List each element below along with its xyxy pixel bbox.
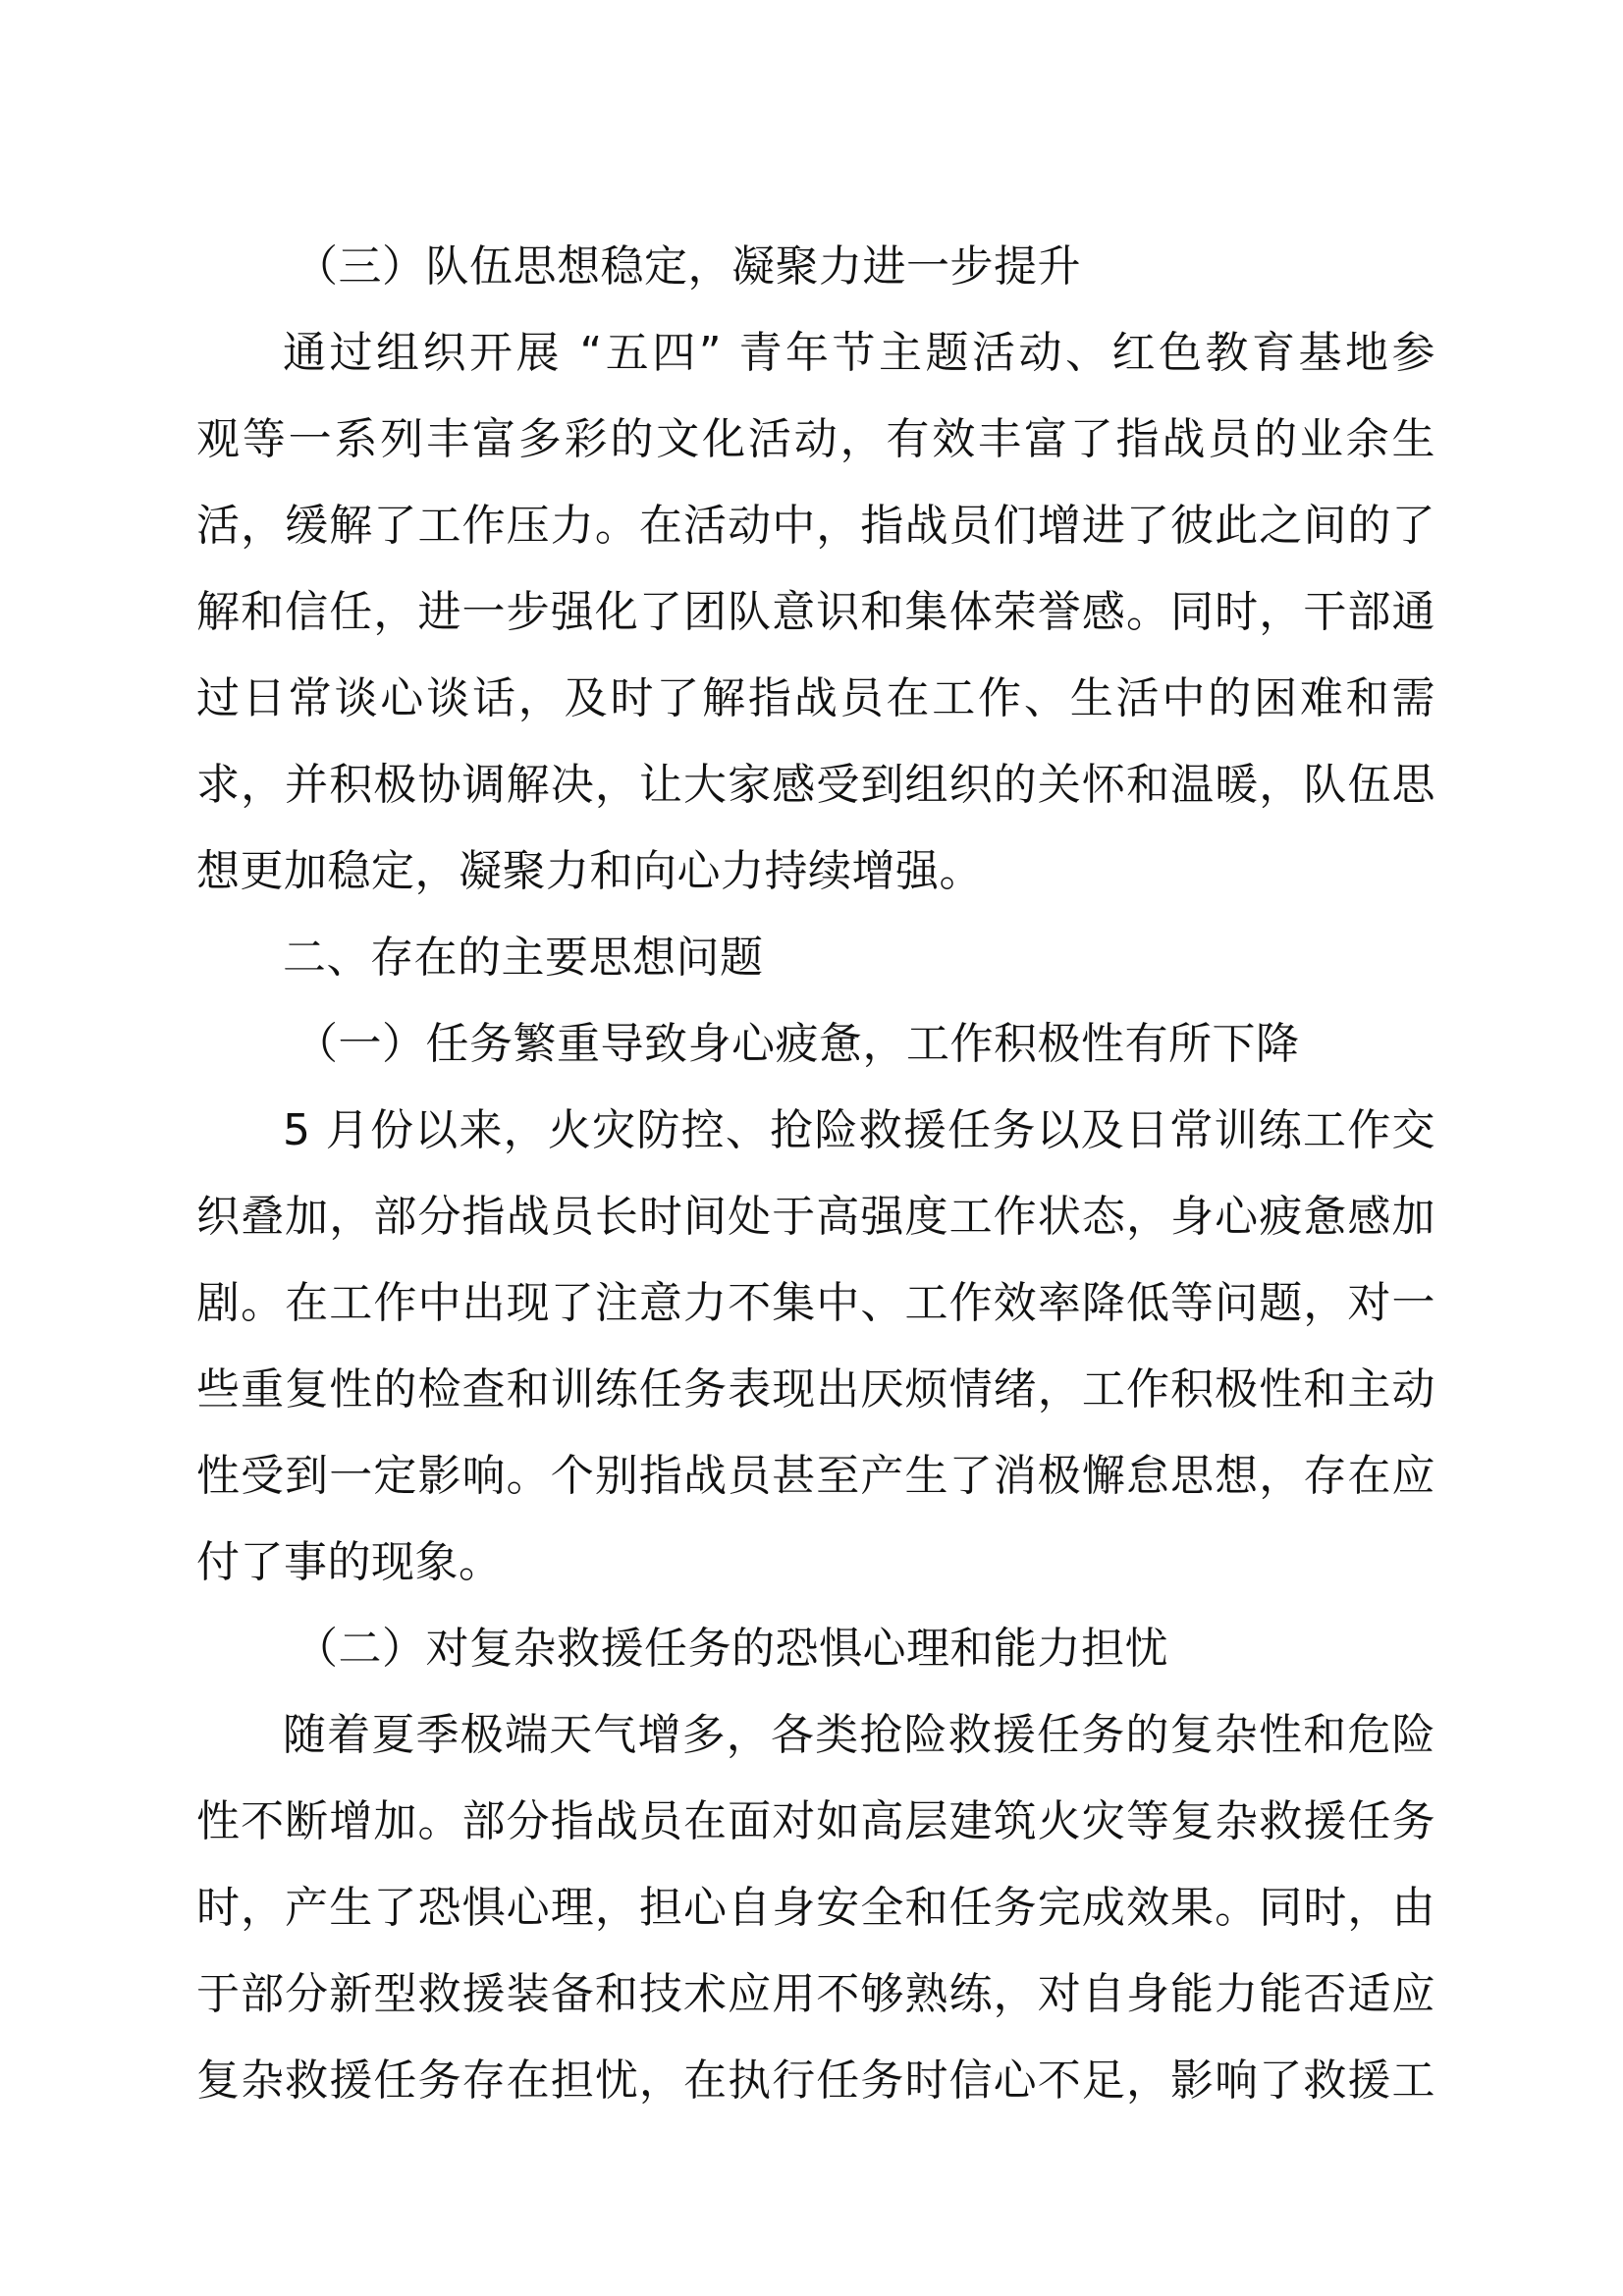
subheading-3: （三）队伍思想稳定，凝聚力进一步提升	[295, 241, 1081, 292]
paragraph-line: 求，并积极协调解决，让大家感受到组织的关怀和温暖，队伍思	[196, 760, 1435, 810]
paragraph-line: 过日常谈心谈话，及时了解指战员在工作、生活中的困难和需	[196, 673, 1435, 723]
subheading-2: （二）对复杂救援任务的恐惧心理和能力担忧	[295, 1624, 1168, 1674]
paragraph-line: 解和信任，进一步强化了团队意识和集体荣誉感。同时，干部通	[196, 587, 1435, 637]
paragraph-line: 些重复性的检查和训练任务表现出厌烦情绪，工作积极性和主动	[196, 1364, 1435, 1415]
paragraph-line: 复杂救援任务存在担忧，在执行任务时信心不足，影响了救援工	[196, 2056, 1435, 2106]
paragraph-line: 想更加稳定，凝聚力和向心力持续增强。	[196, 846, 983, 896]
paragraph-line: 时，产生了恐惧心理，担心自身安全和任务完成效果。同时，由	[196, 1883, 1435, 1933]
document-body	[196, 224, 1435, 2124]
paragraph-line: 观等一系列丰富多彩的文化活动，有效丰富了指战员的业余生	[196, 414, 1435, 464]
section-heading-2: 二、存在的主要思想问题	[283, 933, 764, 983]
paragraph-line: 付了事的现象。	[196, 1537, 503, 1587]
paragraph-line: 随着夏季极端天气增多，各类抢险救援任务的复杂性和危险	[283, 1710, 1435, 1760]
paragraph-line: 5 月份以来，火灾防控、抢险救援任务以及日常训练工作交	[283, 1105, 1435, 1155]
paragraph-line: 性受到一定影响。个别指战员甚至产生了消极懈怠思想，存在应	[196, 1451, 1435, 1501]
subheading-1: （一）任务繁重导致身心疲惫，工作积极性有所下降	[295, 1019, 1300, 1069]
paragraph-line: 性不断增加。部分指战员在面对如高层建筑火灾等复杂救援任务	[196, 1796, 1435, 1846]
paragraph-line: 织叠加，部分指战员长时间处于高强度工作状态，身心疲惫感加	[196, 1192, 1435, 1242]
paragraph-line: 通过组织开展 “五四” 青年节主题活动、红色教育基地参	[283, 328, 1435, 378]
paragraph-line: 活，缓解了工作压力。在活动中，指战员们增进了彼此之间的了	[196, 501, 1435, 551]
paragraph-line: 剧。在工作中出现了注意力不集中、工作效率降低等问题，对一	[196, 1278, 1435, 1328]
paragraph-line: 于部分新型救援装备和技术应用不够熟练，对自身能力能否适应	[196, 1969, 1435, 2019]
